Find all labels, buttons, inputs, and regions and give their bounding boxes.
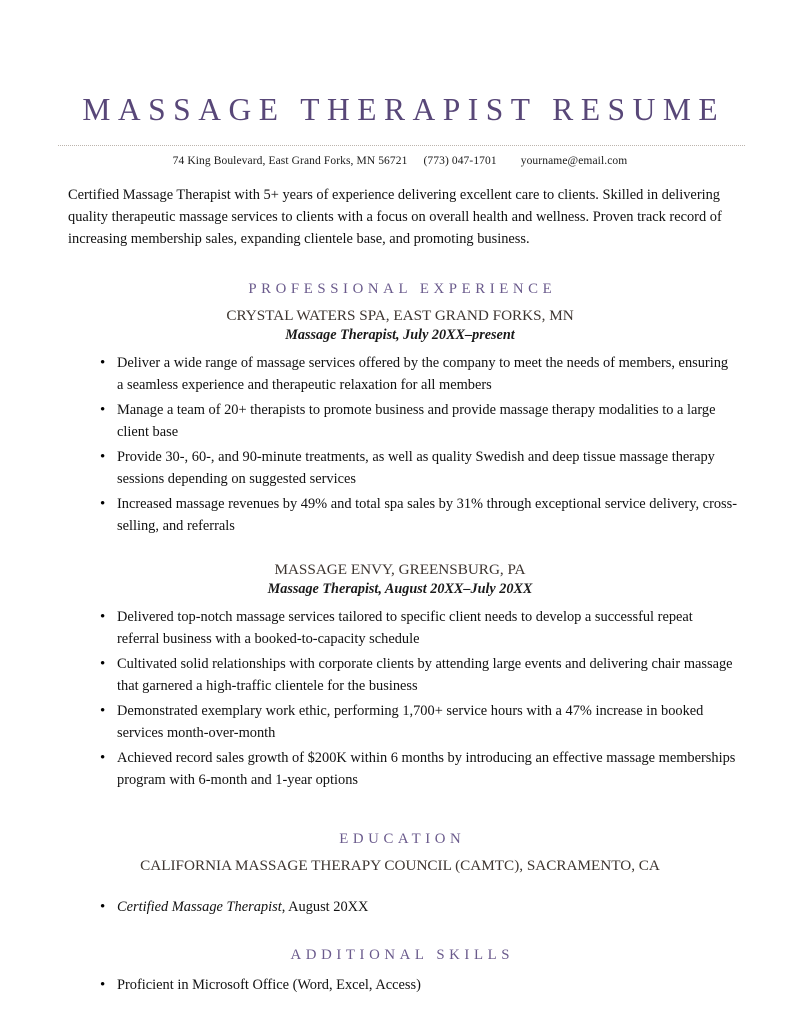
list-item: • Proficient in Microsoft Office (Word, Excel, Access): [100, 975, 738, 997]
list-item: • Demonstrated exemplary work ethic, performing 1,700+ service hours with a 47% increase in booked services month-over-month: [100, 701, 738, 745]
section-heading-experience: PROFESSIONAL EXPERIENCE: [248, 280, 557, 297]
job-title-1: Massage Therapist, July 20XX–present: [285, 326, 515, 343]
contact-email: yourname@email.com: [520, 155, 628, 168]
list-item: [100, 897, 738, 919]
list-item: • Provide 30-, 60-, and 90-minute treatments, as well as quality Swedish and deep tissue massage therapy sessions depending on suggested services: [100, 447, 738, 491]
responsibility-list-1: [0, 344, 800, 537]
contact-phone: (773) 047-1701: [423, 155, 497, 168]
page-title: MASSAGE THERAPIST RESUME: [82, 92, 726, 127]
professional-summary: Certified Massage Therapist with 5+ years of experience delivering excellent care to clients. Skilled in delivering quality therapeutic massage services to clients with a focus on overall health and wellness. Proven track record of increasing membership sales, expanding clientele base, and promoting business.: [68, 187, 722, 247]
contact-info: [0, 146, 800, 167]
school-name: CALIFORNIA MASSAGE THERAPY COUNCIL (CAMTC), SACRAMENTO, CA: [140, 857, 660, 875]
employer-name-2: MASSAGE ENVY, GREENSBURG, PA: [274, 560, 526, 578]
responsibility-list-2: [0, 598, 800, 791]
section-heading-skills: ADDITIONAL SKILLS: [290, 947, 515, 964]
list-item: • Achieved record sales growth of $200K within 6 months by introducing an effective massage memberships program with 6-month and 1-year options: [100, 748, 738, 792]
credential-name: Certified Massage Therapist: [117, 899, 282, 916]
list-item: • Deliver a wide range of massage services offered by the company to meet the needs of members, ensuring a seamless experience and therapeutic relaxation for all members: [100, 353, 738, 397]
list-item: • Cultivated solid relationships with corporate clients by attending large events and delivering chair massage that garnered a high-traffic clientele for the business: [100, 654, 738, 698]
list-item: • Manage a team of 20+ therapists to promote business and provide massage therapy modalities to a large client base: [100, 400, 738, 444]
credential-date: , August 20XX: [281, 899, 369, 916]
list-item: • Increased massage revenues by 49% and total spa sales by 31% through exceptional service delivery, cross-selling, and referrals: [100, 494, 738, 538]
skills-list: [0, 965, 800, 997]
job-title-2: Massage Therapist, August 20XX–July 20XX: [267, 580, 533, 597]
contact-address: 74 King Boulevard, East Grand Forks, MN 56721: [172, 155, 408, 168]
education-list: [0, 875, 800, 919]
section-heading-education: EDUCATION: [339, 831, 466, 848]
list-item: • Delivered top-notch massage services tailored to specific client needs to develop a successful repeat referral business with a booked-to-capacity schedule: [100, 607, 738, 651]
employer-name-1: CRYSTAL WATERS SPA, EAST GRAND FORKS, MN: [226, 306, 574, 324]
